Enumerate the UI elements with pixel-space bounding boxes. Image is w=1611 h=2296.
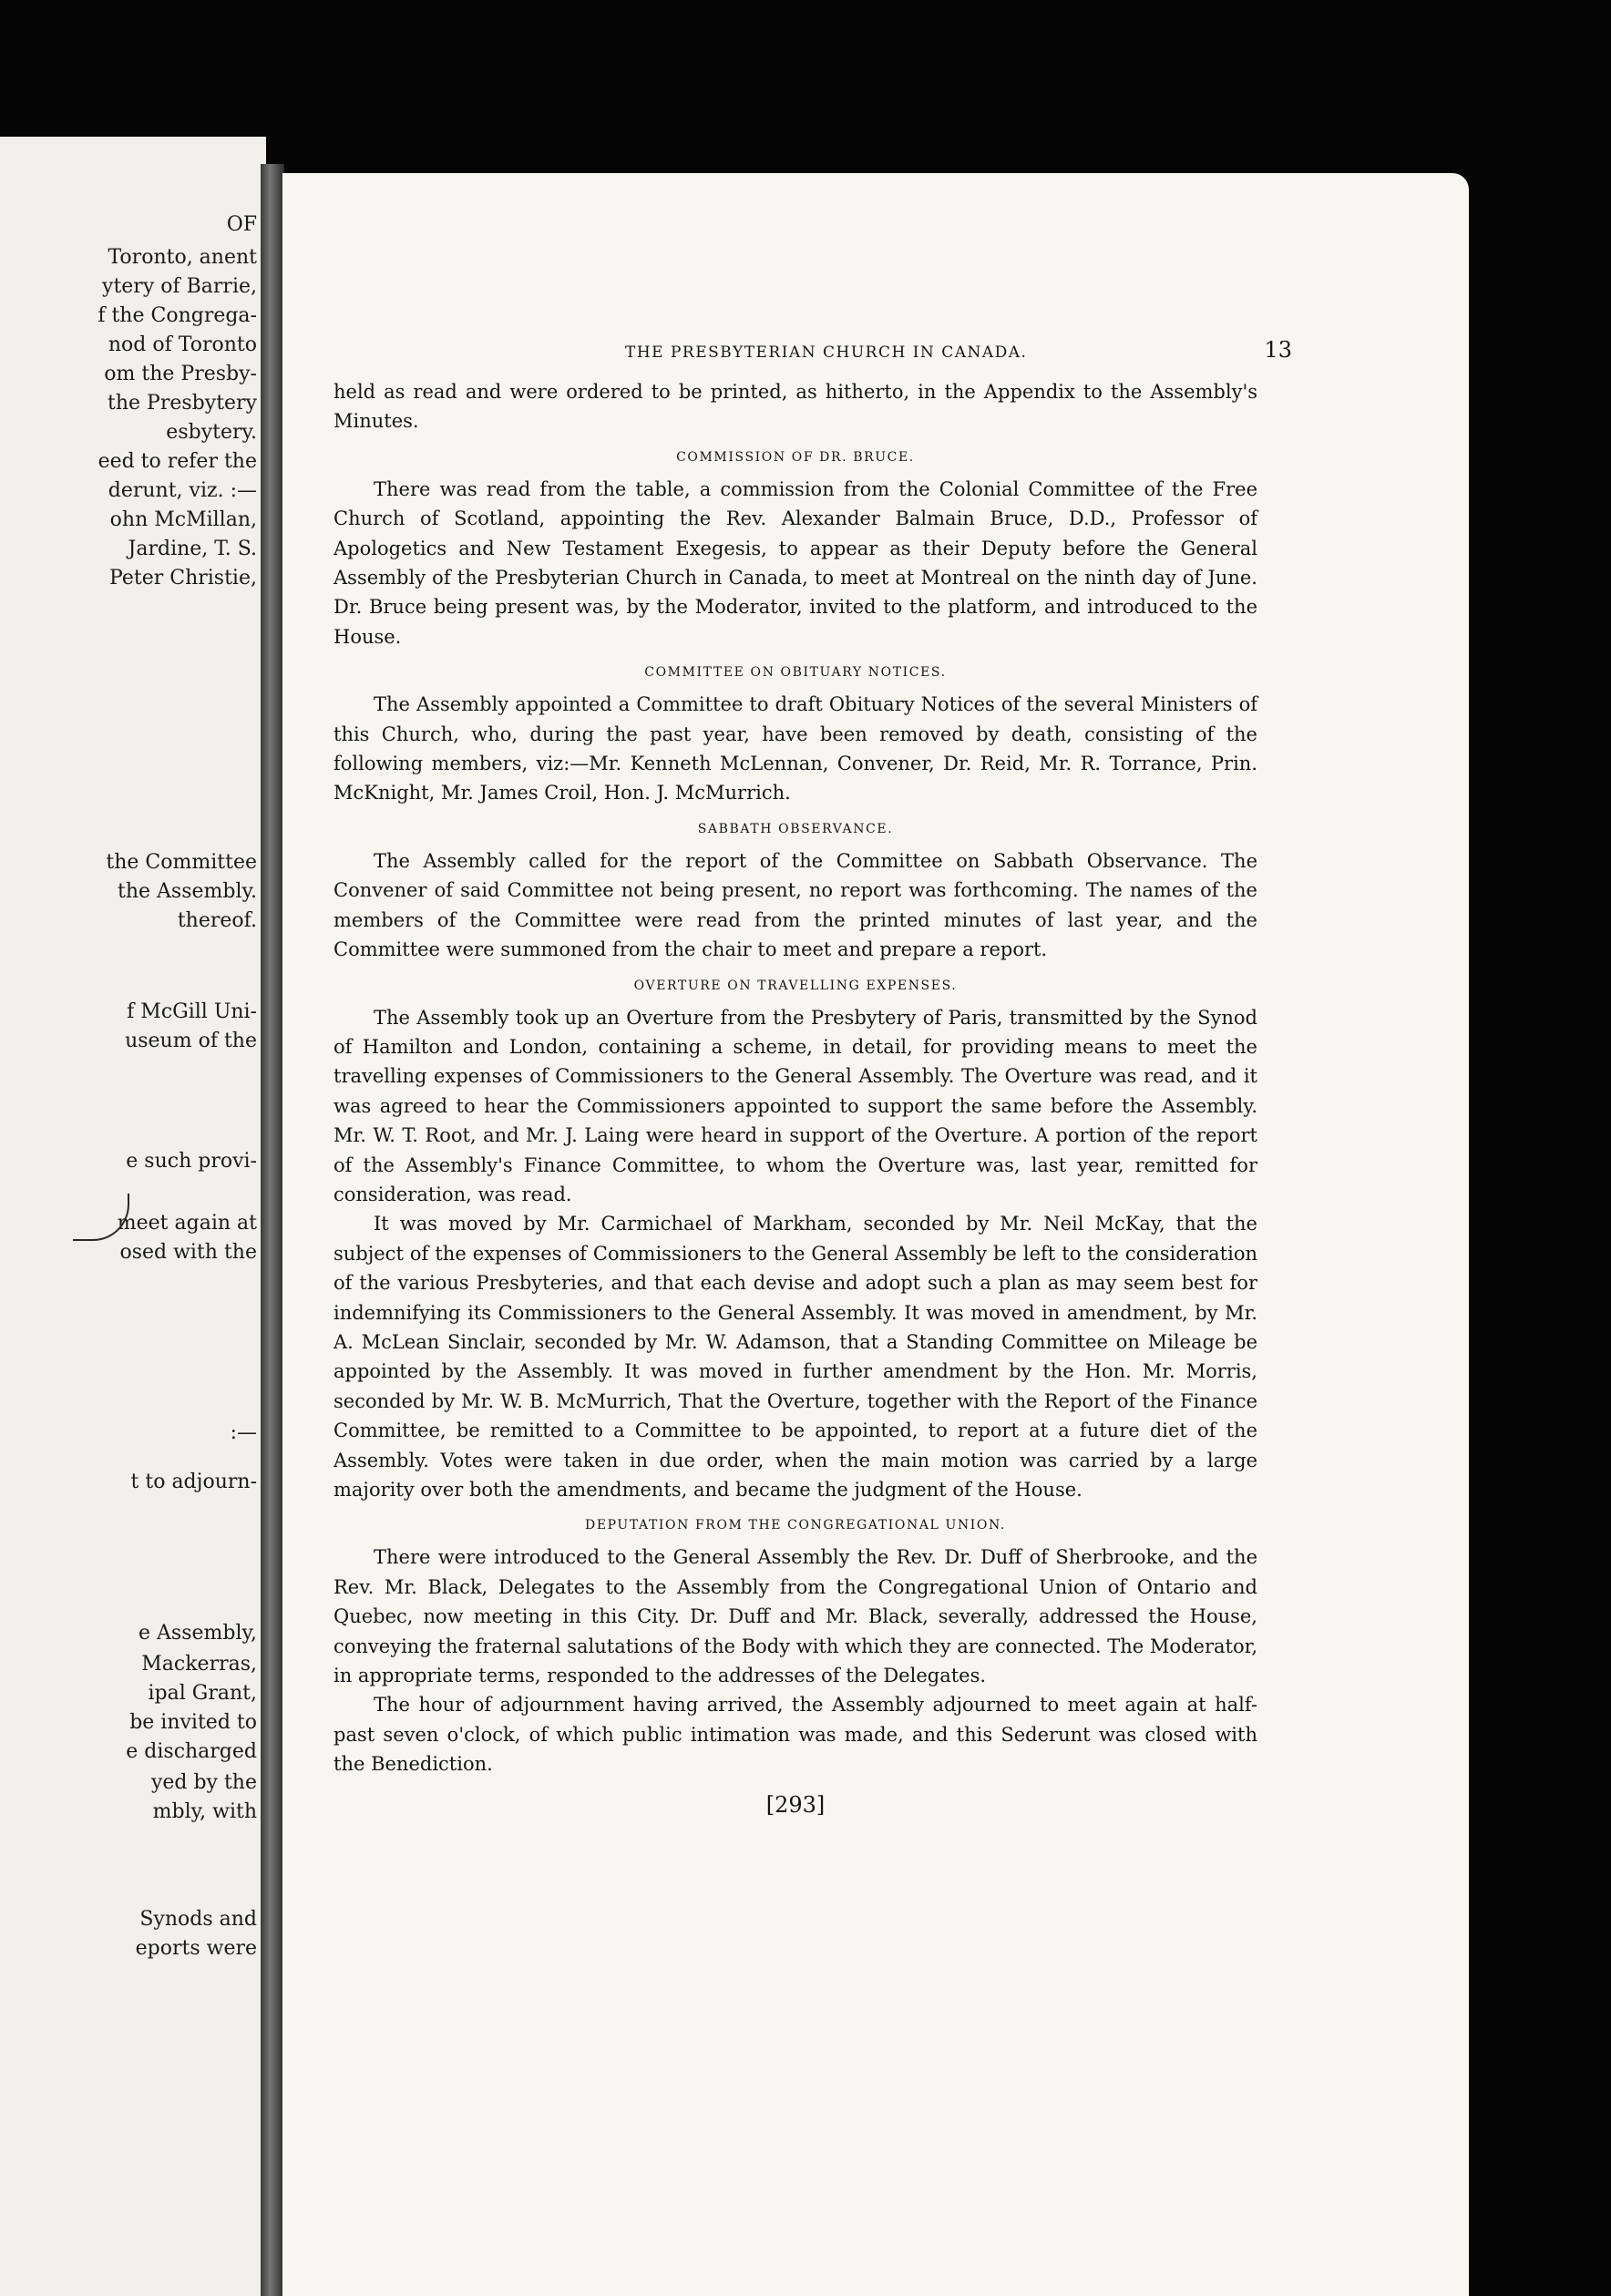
section-paragraph: The Assembly took up an Overture from the Presbytery of Paris, transmitted by the Synod of Hamilton and London, containing a scheme, in detail, for providing means to meet the travelling expenses of Commissioners to the General Assembly. The Overture was read, and it was agreed to hear the Commissioners appointed to support the same before the Assembly. Mr. W. T. Root, and Mr. J. Laing were heard in support of the Overture. A portion of the report of the Assembly's Finance Committee, to whom the Overture was, last year, remitted for consideration, was read. xyxy=(333,1006,1257,1205)
section-heading: DEPUTATION FROM THE CONGREGATIONAL UNION. xyxy=(585,1518,1006,1533)
page-number: 13 xyxy=(1264,337,1292,363)
section-heading: OVERTURE ON TRAVELLING EXPENSES. xyxy=(633,978,958,993)
section-paragraph: There were introduced to the General Assembly the Rev. Dr. Duff of Sherbrooke, and the Rev. Mr. Black, Delegates to the Assembly from the Congregational Union of Ontario and Quebec, now meeting in this City. Dr. Duff and Mr. Black, severally, addressed the House, conveying the fraternal salutations of the Body with which they are connected. The Moderator, in appropriate terms, responded to the addresses of the Delegates. xyxy=(333,1546,1257,1687)
left-page-line: useum of the xyxy=(125,1030,257,1052)
running-head-title: THE PRESBYTERIAN CHURCH IN CANADA. xyxy=(625,343,1028,362)
left-page-line: Peter Christie, xyxy=(109,567,257,589)
left-page-line: ohn McMillan, xyxy=(109,508,257,531)
left-page-line: esbytery. xyxy=(166,421,257,444)
page xyxy=(282,173,1469,2296)
left-page-line: eports were xyxy=(135,1937,257,1960)
left-page-line: the Presbytery xyxy=(108,392,257,415)
running-head xyxy=(333,337,1292,363)
left-page-line: Mackerras, xyxy=(141,1653,257,1676)
left-page-line: :— xyxy=(230,1421,257,1444)
left-page-line: derunt, viz. :— xyxy=(108,479,257,502)
left-page-line: be invited to xyxy=(129,1711,257,1734)
left-page-line: ytery of Barrie, xyxy=(102,275,257,298)
left-page-line: f McGill Uni- xyxy=(127,1000,257,1023)
sections xyxy=(333,446,1257,1779)
left-page-line: e such provi- xyxy=(126,1150,257,1173)
left-page-line: f the Congrega- xyxy=(97,304,257,327)
left-page-line: Toronto, anent xyxy=(108,246,257,269)
book-gutter xyxy=(261,164,284,2296)
section-heading: SABBATH OBSERVANCE. xyxy=(697,821,894,836)
left-page-line: OF xyxy=(226,213,257,236)
section-paragraph: The Assembly appointed a Committee to draft Obituary Notices of the several Ministers of this Church, who, during the past year, have been removed by death, consisting of the following members, viz:—Mr. Kenneth McLennan, Convener, Dr. Reid, Mr. R. Torrance, Prin. McKnight, Mr. James Croil, Hon. J. McMurrich. xyxy=(333,693,1257,805)
left-page-line: t to adjourn- xyxy=(130,1471,257,1493)
left-page-line: om the Presby- xyxy=(104,363,257,385)
left-page-line: meet again at xyxy=(117,1212,257,1235)
left-page-fragment xyxy=(0,137,266,2296)
left-page-line: nod of Toronto xyxy=(108,333,257,356)
left-page-line: thereof. xyxy=(177,909,257,932)
section-heading: COMMISSION OF DR. BRUCE. xyxy=(676,449,915,465)
section-heading: COMMITTEE ON OBITUARY NOTICES. xyxy=(644,665,947,681)
left-page-line: Jardine, T. S. xyxy=(128,538,257,560)
folio: [293] xyxy=(765,1791,826,1818)
left-page-line: eed to refer the xyxy=(97,450,257,473)
left-page-line: ipal Grant, xyxy=(148,1682,257,1705)
left-page-line: yed by the xyxy=(150,1771,257,1794)
section-paragraph: The Assembly called for the report of the Committee on Sabbath Observance. The Convener of said Committee not being present, no report was forthcoming. The names of the members of the Committee were read from the printed minutes of last year, and the Committee were summoned from the chair to meet and prepare a report. xyxy=(333,849,1257,961)
left-page-line: e discharged xyxy=(126,1740,257,1763)
left-page-line: Synods and xyxy=(139,1908,257,1931)
left-page-line: osed with the xyxy=(119,1241,257,1264)
left-page-line: the Committee xyxy=(106,851,257,874)
left-page-line: e Assembly, xyxy=(139,1622,257,1645)
intro-paragraph: held as read and were ordered to be printed, as hitherto, in the Appendix to the Assembly's Minutes. xyxy=(333,381,1257,433)
section-paragraph: It was moved by Mr. Carmichael of Markham, seconded by Mr. Neil McKay, that the subject of the expenses of Commissioners to the General Assembly be left to the consideration of the various Presbyteries, and that each devise and adopt such a plan as may seem best for indemnifying its Commissioners to the General Assembly. It was moved in amendment, by Mr. A. McLean Sinclair, seconded by Mr. W. Adamson, that a Standing Committee on Mileage be appointed by the Assembly. It was moved in further amendment by the Hon. Mr. Morris, seconded by Mr. W. B. McMurrich, That the Overture, together with the Report of the Finance Committee, be remitted to a Committee to be appointed, to report at a future diet of the Assembly. Votes were taken in due order, when the main motion was carried by a large majority over both the amendments, and became the judgment of the House. xyxy=(333,1213,1257,1501)
left-page-line: mbly, with xyxy=(152,1800,257,1823)
left-page-line: the Assembly. xyxy=(118,880,257,903)
section-paragraph: There was read from the table, a commission from the Colonial Committee of the Free Church of Scotland, appointing the Rev. Alexander Balmain Bruce, D.D., Professor of Apologetics and New Testament Exegesis, to appear as their Deputy before the General Assembly of the Presbyterian Church in Canada, to meet at Montreal on the ninth day of June. Dr. Bruce being present was, by the Moderator, invited to the platform, and introduced to the House. xyxy=(333,477,1257,648)
section-paragraph: The hour of adjournment having arrived, the Assembly adjourned to meet again at half-past seven o'clock, of which public intimation was made, and this Sederunt was closed with the Benediction. xyxy=(333,1694,1257,1776)
page-content xyxy=(333,337,1292,1818)
